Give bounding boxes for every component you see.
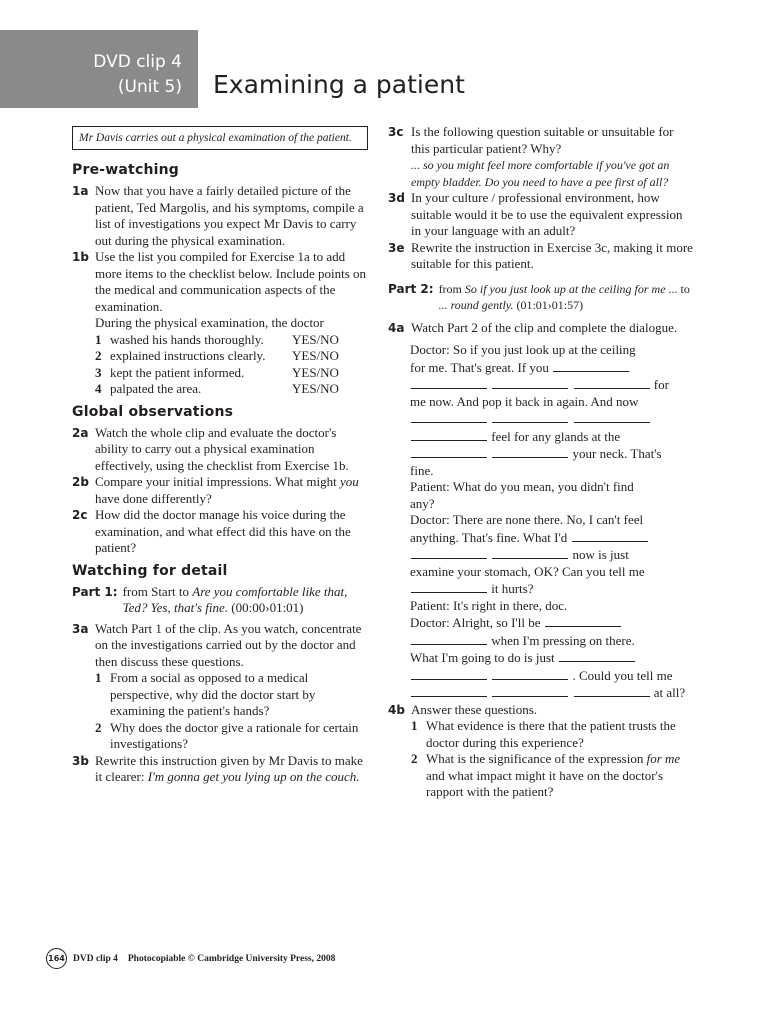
answer-blank[interactable]	[559, 649, 635, 662]
question-1a: 1a Now that you have a fairly detailed picture of the patient, Ted Margolis, and his symptoms, compile a list of investigations you expect Mr Davis to carry out during the physical examination.	[72, 183, 364, 248]
intro-box: Mr Davis carries out a physical examination of the patient.	[72, 126, 368, 150]
answer-blank[interactable]	[411, 632, 487, 645]
question-2b: 2b Compare your initial impressions. What might you have done differently?	[72, 474, 359, 506]
dialogue-exercise: Doctor: So if you just look up at the ceiling for me. That's great. If you for me now. And pop it back in again. And now feel for any glands at the your neck. That's fine. Patient: What do you mean, you didn't find any? Doctor: There are none there. No, I can't feel anything. That's fine. What I'd now is just examine your stomach, OK? Can you tell me it hurts? Patient: It's right in there, doc. Doctor: Alright, so I'll be when I'm pressing on there. What I'm going to do is just . Could you tell me at all?	[410, 342, 686, 700]
answer-blank[interactable]	[574, 684, 650, 697]
answer-blank[interactable]	[411, 428, 487, 441]
sub-question: 2 Why does the doctor give a rationale for certain investigations?	[95, 719, 359, 751]
answer-blank[interactable]	[572, 529, 648, 542]
answer-blank[interactable]	[492, 684, 568, 697]
answer-blank[interactable]	[492, 546, 568, 559]
answer-blank[interactable]	[411, 580, 487, 593]
question-1b: 1b Use the list you compiled for Exercise 1a to add more items to the checklist below. Include points on the medical and communication aspects of the examination. During the physical examination, the doctor 1 washed his hands thoroughly. YES/NO 2 explained instructions clearly. YES/NO 3 kept the patient informed. YES/NO 4 palpated the area. YES/NO	[72, 249, 367, 396]
answer-blank[interactable]	[574, 410, 650, 423]
section-prewatching: Pre-watching	[72, 162, 179, 178]
answer-blank[interactable]	[411, 546, 487, 559]
checklist-item: 3 kept the patient informed. YES/NO	[95, 364, 339, 380]
footer-clip: DVD clip 4	[73, 953, 118, 964]
answer-blank[interactable]	[545, 614, 621, 627]
question-4a: 4a Watch Part 2 of the clip and complete the dialogue.	[388, 319, 678, 335]
answer-blank[interactable]	[574, 376, 650, 389]
question-2c: 2c How did the doctor manage his voice during the examination, and what effect did this have on the patient?	[72, 507, 351, 555]
answer-blank[interactable]	[492, 667, 568, 680]
clip-tab	[0, 30, 198, 108]
question-3c: 3c Is the following question suitable or unsuitable for this particular patient? Why? ... so you might feel more comfortable if you've got an empty bladder. Do you need to have a pee first of all?	[388, 124, 674, 189]
left-column	[72, 126, 368, 786]
answer-blank[interactable]	[411, 376, 487, 389]
answer-blank[interactable]	[411, 684, 487, 697]
section-global-observations: Global observations	[72, 403, 234, 420]
section-watching-for-detail: Watching for detail	[72, 562, 228, 579]
part-2-range: Part 2: from So if you just look up at the ceiling for me ... to ... round gently. (01:01›01:57)	[388, 281, 690, 312]
sub-question: 1 From a social as opposed to a medical perspective, why did the doctor start by examining the patient's hands?	[95, 670, 316, 718]
clip-number: DVD clip 4	[93, 52, 182, 72]
page-title: Examining a patient	[213, 70, 465, 99]
question-3d: 3d In your culture / professional environment, how suitable would it be to use the equivalent expression in your language with an adult?	[388, 190, 683, 238]
question-4b: 4b Answer these questions. 1 What evidence is there that the patient trusts the doctor during this experience? 2 What is the significance of the expression for me and what impact might it have on the doctor's rapport with the patient?	[388, 702, 693, 801]
answer-blank[interactable]	[411, 445, 487, 458]
checklist-item: 4 palpated the area. YES/NO	[95, 381, 339, 396]
question-3a: 3a Watch Part 1 of the clip. As you watch, concentrate on the investigations carried out by the doctor and then discuss these questions. 1 From a social as opposed to a medical perspective, why did the doctor start by examining the patient's hands? 2 Why does the doctor give a rationale for certain investigations?	[72, 621, 368, 753]
answer-blank[interactable]	[411, 410, 487, 423]
footer-copyright: Photocopiable © Cambridge University Press, 2008	[127, 953, 336, 964]
page-number: 164	[46, 948, 67, 969]
answer-blank[interactable]	[492, 410, 568, 423]
answer-blank[interactable]	[492, 445, 568, 458]
checklist-item: 1 washed his hands thoroughly. YES/NO	[95, 331, 339, 347]
checklist-item: 2 explained instructions clearly. YES/NO	[95, 348, 339, 363]
sub-question: 1 What evidence is there that the patient trusts the doctor during this experience?	[411, 718, 676, 750]
sub-question: 2 What is the significance of the expression for me and what impact might it have on the doctor's rapport with the patient?	[411, 751, 681, 799]
question-3e: 3e Rewrite the instruction in Exercise 3c, making it more suitable for this patient.	[388, 239, 693, 271]
question-3b: 3b Rewrite this instruction given by Mr Davis to make it clearer: I'm gonna get you lying up on the couch.	[72, 752, 363, 784]
unit-number: (Unit 5)	[117, 77, 182, 97]
answer-blank[interactable]	[411, 667, 487, 680]
right-column	[388, 124, 693, 801]
answer-blank[interactable]	[553, 359, 629, 372]
checklist-lead: During the physical examination, the doctor	[95, 315, 324, 330]
part-1-range: Part 1: from Start to Are you comfortable like that, Ted? Yes, that's fine. (00:00›01:01)	[72, 583, 348, 615]
answer-blank[interactable]	[492, 376, 568, 389]
question-2a: 2a Watch the whole clip and evaluate the doctor's ability to carry out a physical examination effectively, using the checklist from Exercise 1b.	[72, 424, 349, 473]
page-footer	[46, 948, 335, 969]
